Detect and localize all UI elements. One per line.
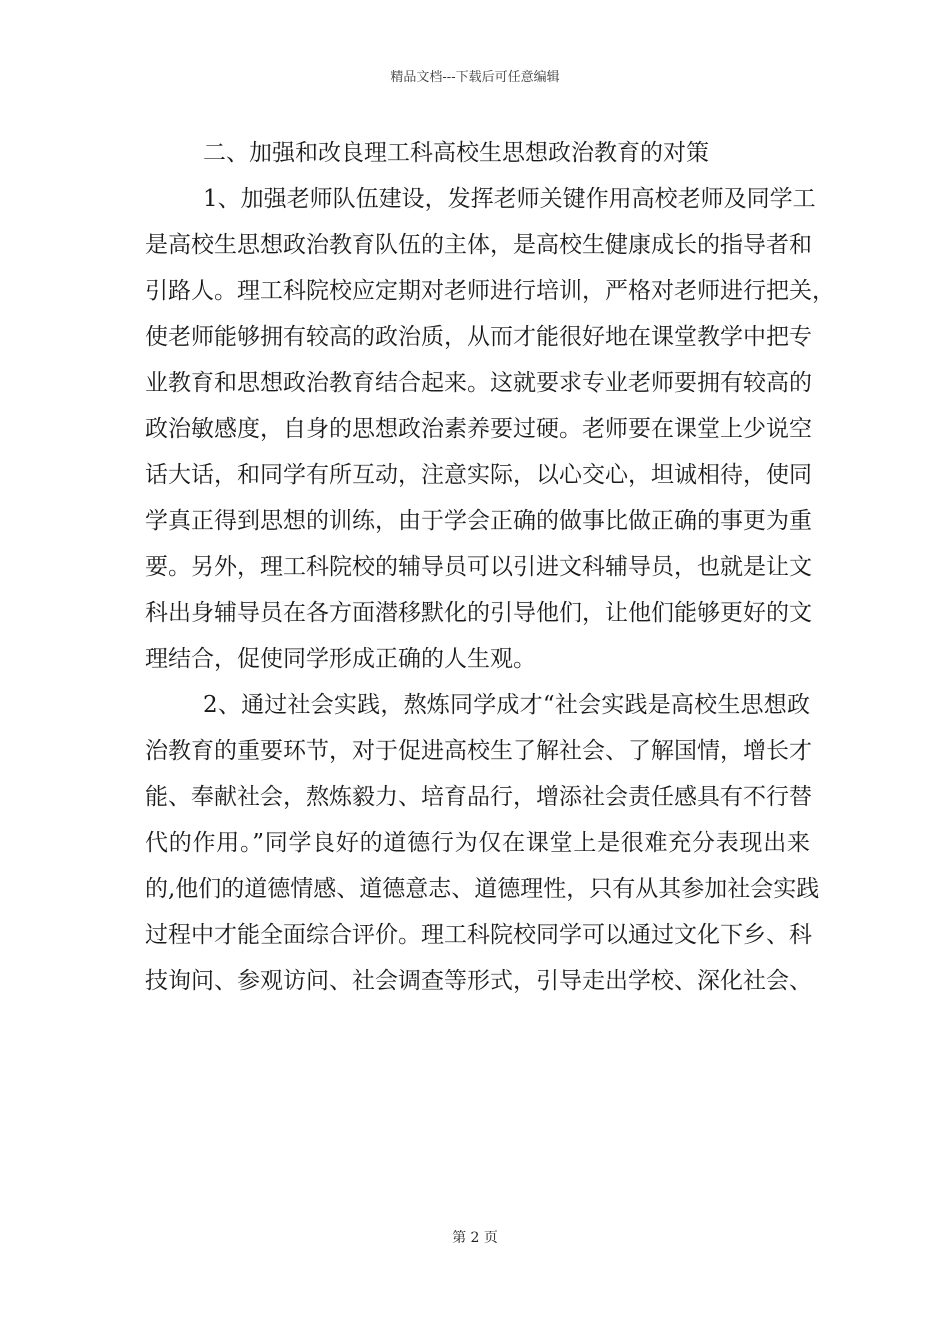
paragraph-line: 过程中才能全面综合评价。理工科院校同学可以通过文化下乡、科 [145, 922, 812, 948]
page-header: 精品文档---下载后可任意编辑 [390, 70, 560, 85]
paragraph-line: 引路人。理工科院校应定期对老师进行培训，严格对老师进行把关， [145, 278, 835, 304]
paragraph-1 [145, 176, 835, 682]
paragraph-line: 是高校生思想政治教育队伍的主体，是高校生健康成长的指导者和 [145, 232, 812, 258]
paragraph-line: 科出身辅导员在各方面潜移默化的引导他们，让他们能够更好的文 [145, 600, 812, 626]
paragraph-line: 使老师能够拥有较高的政治质，从而才能很好地在课堂教学中把专 [145, 324, 812, 350]
paragraph-line: 1、加强老师队伍建设，发挥老师关键作用高校老师及同学工 [203, 186, 816, 212]
paragraph-line: 要。另外，理工科院校的辅导员可以引进文科辅导员，也就是让文 [145, 554, 812, 580]
paragraph-line: 的,他们的道德情感、道德意志、道德理性，只有从其参加社会实践 [145, 876, 820, 902]
paragraph-2 [145, 682, 820, 1004]
paragraph-line: 能、奉献社会，熬炼毅力、培育品行，增添社会责任感具有不行替 [145, 784, 812, 810]
paragraph-line: 治教育的重要环节，对于促进高校生了解社会、了解国情，增长才 [145, 738, 812, 764]
paragraph-line: 学真正得到思想的训练，由于学会正确的做事比做正确的事更为重 [145, 508, 812, 534]
paragraph-line: 业教育和思想政治教育结合起来。这就要求专业老师要拥有较高的 [145, 370, 812, 396]
paragraph-line: 政治敏感度，自身的思想政治素养要过硬。老师要在课堂上少说空 [145, 416, 812, 442]
page-number: 第 2 页 [452, 1230, 498, 1246]
paragraph-line: 话大话，和同学有所互动，注意实际，以心交心，坦诚相待，使同 [145, 462, 812, 488]
paragraph-line: 2、通过社会实践，熬炼同学成才“社会实践是高校生思想政 [203, 692, 810, 718]
section-title: 二、加强和改良理工科高校生思想政治教育的对策 [203, 140, 709, 166]
paragraph-line: 技询问、参观访问、社会调查等形式，引导走出学校、深化社会、 [145, 968, 812, 994]
document-body [145, 130, 835, 1004]
paragraph-line: 代的作用。”同学良好的道德行为仅在课堂上是很难充分表现出来 [145, 830, 810, 856]
paragraph-line: 理结合，促使同学形成正确的人生观。 [145, 646, 536, 672]
